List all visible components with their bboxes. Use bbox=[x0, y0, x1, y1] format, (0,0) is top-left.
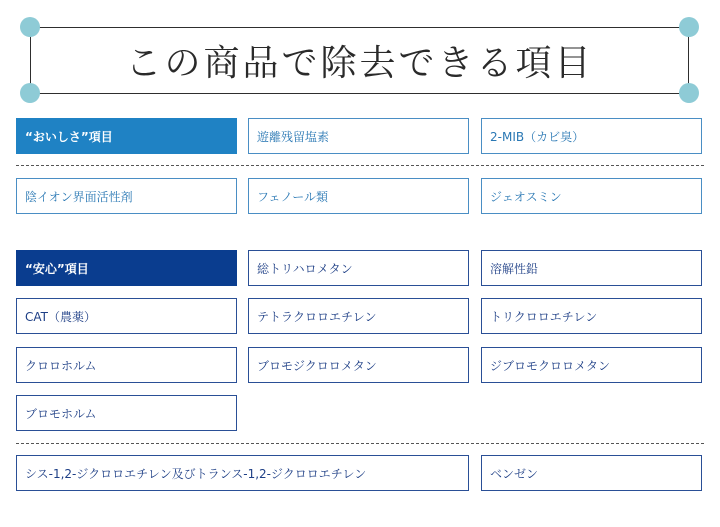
item-bromoform: ブロモホルム bbox=[16, 395, 237, 431]
item-geosmin: ジェオスミン bbox=[481, 178, 702, 214]
item-2mib: 2-MIB（カビ臭） bbox=[481, 118, 702, 154]
item-chloroform: クロロホルム bbox=[16, 347, 237, 383]
item-phenols: フェノール類 bbox=[248, 178, 469, 214]
item-trichloroethylene: トリクロロエチレン bbox=[481, 298, 702, 334]
title-frame bbox=[30, 27, 689, 94]
taste-header: “おいしさ”項目 bbox=[16, 118, 237, 154]
corner-dot-top-left bbox=[20, 17, 40, 37]
item-bromodichloromethane: ブロモジクロロメタン bbox=[248, 347, 469, 383]
safety-header: “安心”項目 bbox=[16, 250, 237, 286]
item-benzene: ベンゼン bbox=[481, 455, 702, 491]
page-title: この商品で除去できる項目 bbox=[125, 43, 594, 84]
section-divider bbox=[16, 165, 704, 166]
item-anionic-surfactant: 陰イオン界面活性剤 bbox=[16, 178, 237, 214]
item-free-chlorine: 遊離残留塩素 bbox=[248, 118, 469, 154]
item-soluble-lead: 溶解性鉛 bbox=[481, 250, 702, 286]
corner-dot-bottom-left bbox=[20, 83, 40, 103]
item-dichloroethylene: シス-1,2-ジクロロエチレン及びトランス-1,2-ジクロロエチレン bbox=[16, 455, 469, 491]
corner-dot-bottom-right bbox=[679, 83, 699, 103]
item-tetrachloroethylene: テトラクロロエチレン bbox=[248, 298, 469, 334]
section-divider bbox=[16, 443, 704, 444]
item-dibromochloromethane: ジブロモクロロメタン bbox=[481, 347, 702, 383]
item-total-trihalomethane: 総トリハロメタン bbox=[248, 250, 469, 286]
item-cat-pesticide: CAT（農薬） bbox=[16, 298, 237, 334]
corner-dot-top-right bbox=[679, 17, 699, 37]
